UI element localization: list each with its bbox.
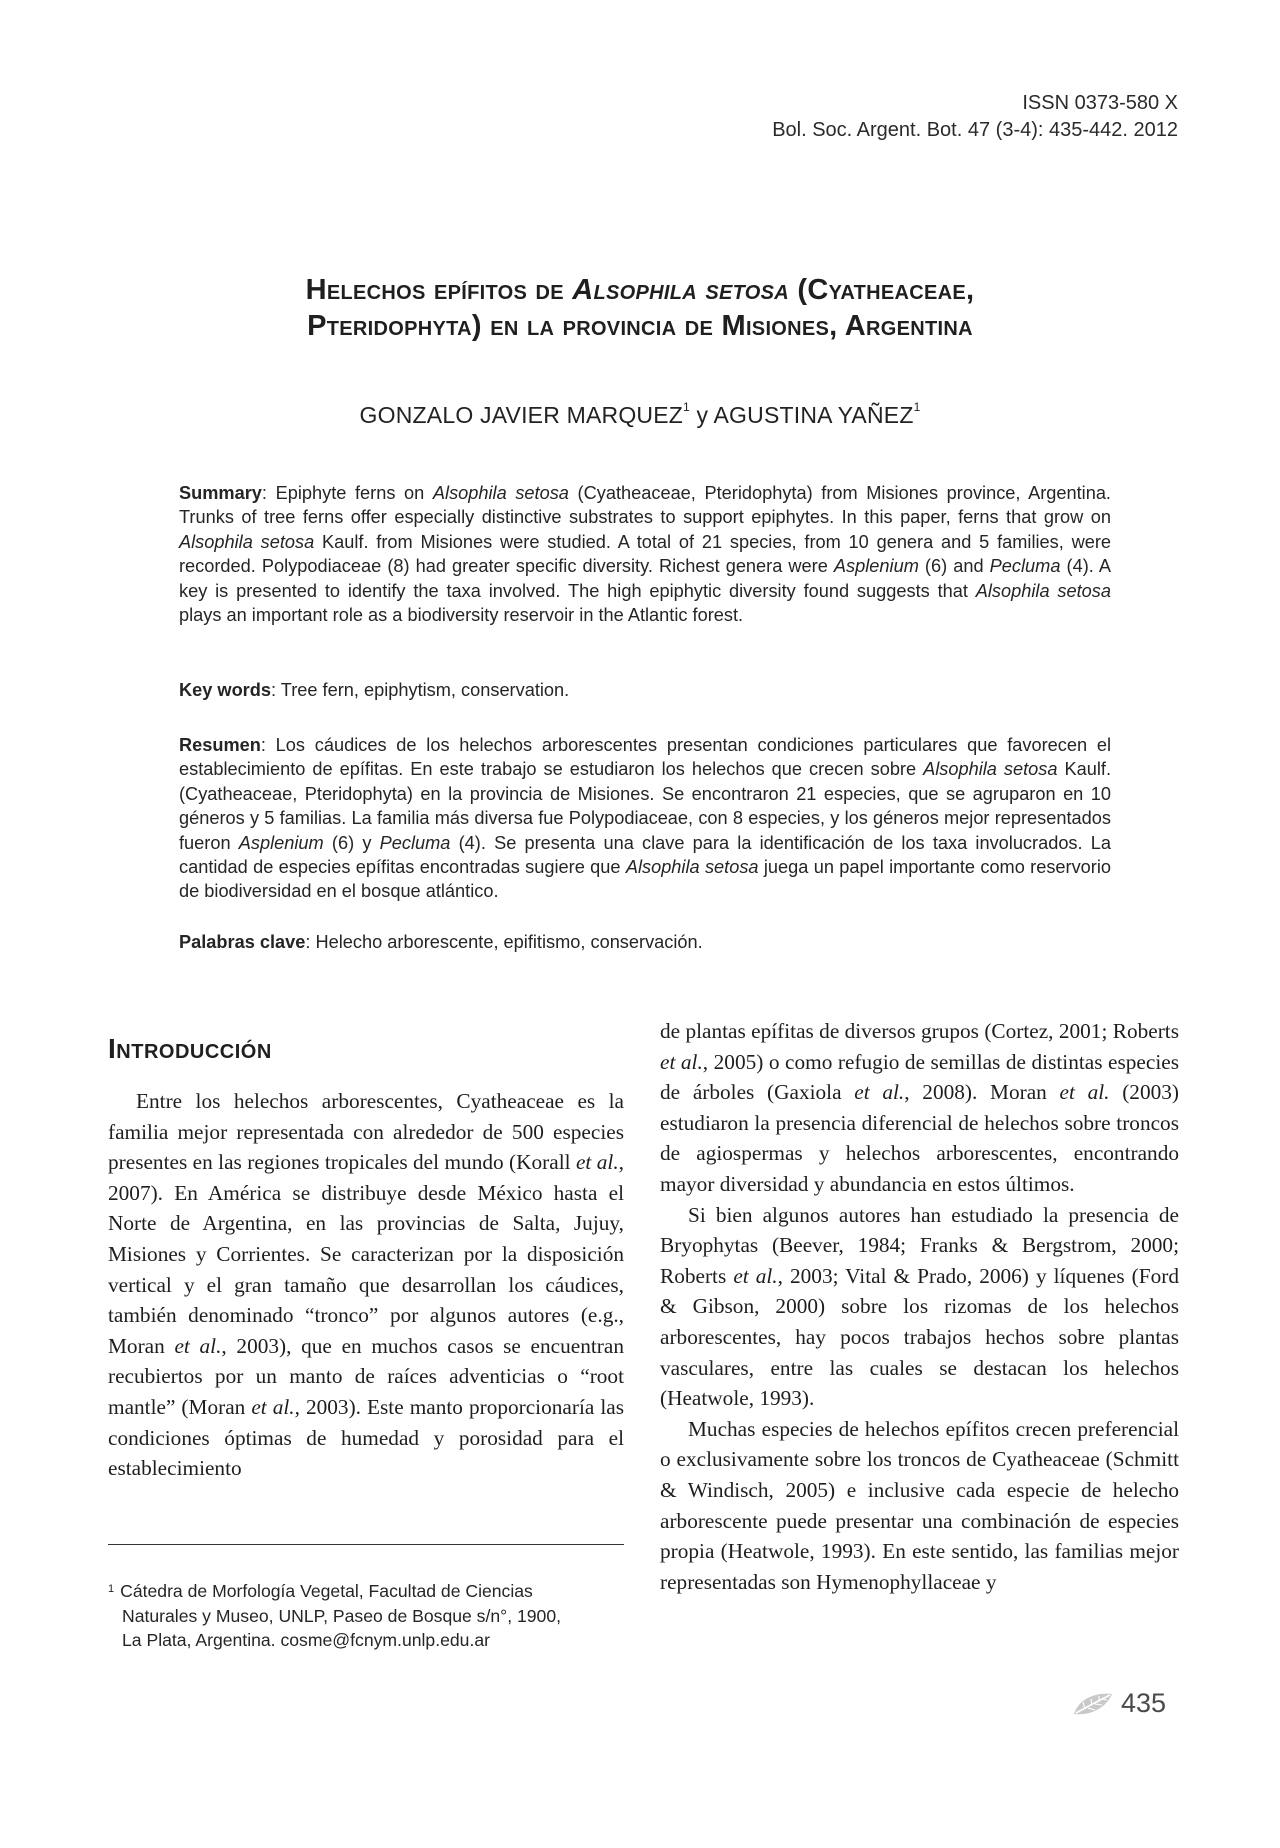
palabras-label: Palabras clave <box>179 932 306 952</box>
key-words: Key words: Tree fern, epiphytism, conservation. <box>179 680 570 700</box>
footnote-divider <box>108 1544 624 1545</box>
journal-header <box>772 90 1178 144</box>
body-column-left <box>108 1086 624 1484</box>
title-line-1: Helechos epífitos de Alsophila setosa (Cyatheaceae, <box>305 274 975 306</box>
affiliation-mark: 1 <box>913 400 921 414</box>
paragraph: Muchas especies de helechos epífitos crecen preferencial o exclusivamente sobre los troncos de Cyatheaceae (Schmitt & Windisch, 2005) e inclusive cada especie de helecho arborescente puede presentar una combinación de especies propia (Heatwole, 1993). En este sentido, las familias mejor representadas son Hymenophyllaceae y <box>660 1416 1179 1594</box>
citation: Bol. Soc. Argent. Bot. 47 (3-4): 435-442. 2012 <box>772 119 1178 141</box>
authors: GONZALO JAVIER MARQUEZ$^1$ y AGUSTINA YAÑEZ$^1$ <box>359 400 921 428</box>
title-genus: Alsophila setosa <box>572 274 790 306</box>
body-column-right <box>660 1016 1179 1597</box>
summary-abstract: Summary: Epiphyte ferns on Alsophila setosa (Cyatheaceae, Pteridophyta) from Misiones province, Argentina. Trunks of tree ferns offer especially distinctive substrates to support epiphytes. In this paper, ferns that grow on Alsophila setosa Kaulf. from Misiones were studied. A total of 21 species, from 10 genera and 5 families, were recorded. Polypodiaceae (8) had greater specific diversity. Richest genera were Asplenium (6) and Pecluma (4). A key is presented to identify the taxa involved. The high epiphytic diversity found suggests that Alsophila setosa plays an important role as a biodiversity reservoir in the Atlantic forest. <box>179 483 1112 626</box>
issn: ISSN 0373-580 X <box>1022 92 1178 114</box>
affiliation-mark: 1 <box>683 400 690 414</box>
resumen-label: Resumen <box>179 735 261 755</box>
author-1: GONZALO JAVIER MARQUEZ <box>359 402 684 428</box>
leaf-icon <box>1071 1690 1115 1718</box>
author-2: AGUSTINA YAÑEZ <box>713 402 914 428</box>
page-number <box>1071 1688 1166 1719</box>
article-title <box>90 272 1190 344</box>
keywords-label: Key words <box>179 680 271 700</box>
palabras-clave: Palabras clave: Helecho arborescente, epifitismo, conservación. <box>179 932 703 952</box>
paragraph: de plantas epífitas de diversos grupos (Cortez, 2001; Roberts et al., 2005) o como refugio de semillas de distintas especies de árboles (Gaxiola et al., 2008). Moran et al. (2003) estudiaron la presencia diferencial de helechos sobre troncos de agiospermas y helechos arborescentes, encontrando mayor diversidad y abundancia en estos últimos. <box>660 1019 1179 1196</box>
footnote-mark: 1 <box>108 1583 115 1595</box>
title-line-2: Pteridophyta) en la provincia de Misiones, Argentina <box>307 310 973 342</box>
resumen-abstract: Resumen: Los cáudices de los helechos arborescentes presentan condiciones particulares que favorecen el establecimiento de epífitas. En este trabajo se estudiaron los helechos que crecen sobre Alsophila setosa Kaulf. (Cyatheaceae, Pteridophyta) en la provincia de Misiones. Se encontraron 21 especies, que se agruparon en 10 géneros y 5 familias. La familia más diversa fue Polypodiaceae, con 8 especies, y los géneros mejor representados fueron Asplenium (6) y Pecluma (4). Se presenta una clave para la identificación de los taxa involucrados. La cantidad de especies epífitas encontradas sugiere que Alsophila setosa juega un papel importante como reservorio de biodiversidad en el bosque atlántico. <box>179 735 1112 902</box>
footnote: $^1$ Cátedra de Morfología Vegetal, Facultad de Ciencias Naturales y Museo, UNLP, Paseo de Bosque s/n°, 1900, La Plata, Argentina. cosme@fcnym.unlp.edu.ar <box>108 1581 561 1650</box>
paragraph: Si bien algunos autores han estudiado la presencia de Bryophytas (Beever, 1984; Franks & Bergstrom, 2000; Roberts et al., 2003; Vital & Prado, 2006) y líquenes (Ford & Gibson, 2000) sobre los rizomas de los helechos arborescentes, hay pocos trabajos hechos sobre plantas vasculares, entre las cuales se destacan los helechos (Heatwole, 1993). <box>660 1202 1179 1411</box>
section-heading-introduccion: Introducción <box>108 1033 272 1064</box>
paragraph: Entre los helechos arborescentes, Cyatheaceae es la familia mejor representada con alrededor de 500 especies presentes en las regiones tropicales del mundo (Korall et al., 2007). En América se distribuye desde México hasta el Norte de Argentina, en las provincias de Salta, Jujuy, Misiones y Corrientes. Se caracterizan por la disposición vertical y el gran tamaño que desarrollan los cáudices, también denominado “tronco” por algunos autores (e.g., Moran et al., 2003), que en muchos casos se encuentran recubiertos por un manto de raíces adventicias o “root mantle” (Moran et al., 2003). Este manto proporcionaría las condiciones óptimas de humedad y porosidad para el establecimiento <box>108 1089 624 1481</box>
page-number-text: 435 <box>1120 1688 1166 1718</box>
summary-label: Summary <box>179 483 262 503</box>
